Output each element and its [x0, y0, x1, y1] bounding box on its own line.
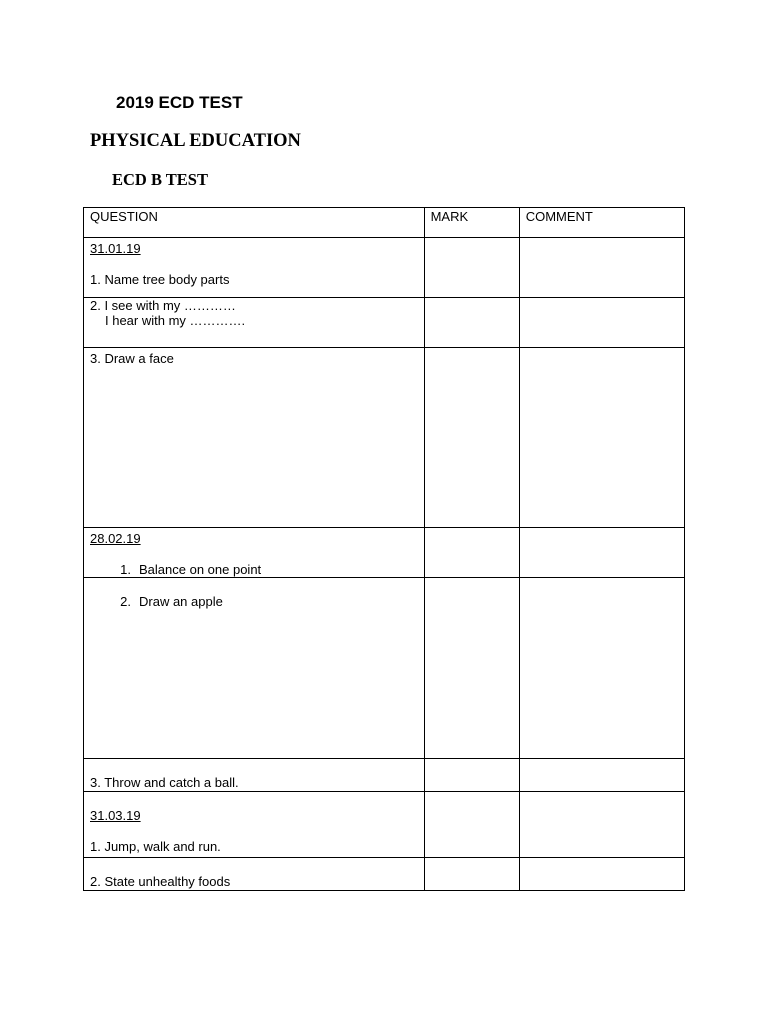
question-cell [84, 298, 425, 348]
question-text: 2. State unhealthy foods [90, 874, 231, 889]
question-cell [84, 858, 425, 891]
test-title: 2019 ECD TEST [116, 93, 243, 112]
comment-cell[interactable] [519, 759, 684, 792]
table-row [84, 858, 685, 891]
comment-cell[interactable] [519, 792, 684, 858]
comment-cell[interactable] [519, 528, 684, 578]
table-row [84, 578, 685, 759]
question-cell [84, 792, 425, 858]
question-cell [84, 238, 425, 298]
question-cell [84, 348, 425, 528]
question-text: Draw an apple [139, 594, 223, 609]
comment-cell[interactable] [519, 298, 684, 348]
item-number: 2. [120, 594, 131, 609]
date-label: 31.01.19 [90, 241, 141, 256]
table-row [84, 348, 685, 528]
table-header-row [84, 208, 685, 238]
question-text: I hear with my …………. [105, 313, 246, 328]
test-subheading: ECD B TEST [112, 170, 208, 189]
comment-cell[interactable] [519, 578, 684, 759]
mark-cell[interactable] [424, 578, 519, 759]
header-comment: COMMENT [519, 208, 684, 238]
table-row [84, 759, 685, 792]
question-cell [84, 759, 425, 792]
date-label: 31.03.19 [90, 808, 141, 823]
comment-cell[interactable] [519, 238, 684, 298]
test-table [83, 207, 685, 891]
mark-cell[interactable] [424, 792, 519, 858]
header-question: QUESTION [84, 208, 425, 238]
mark-cell[interactable] [424, 858, 519, 891]
question-text: 2. I see with my ………… [90, 298, 236, 313]
mark-cell[interactable] [424, 348, 519, 528]
item-number: 1. [120, 562, 131, 577]
question-cell [84, 528, 425, 578]
mark-cell[interactable] [424, 298, 519, 348]
question-text: 1. Name tree body parts [90, 272, 230, 287]
date-label: 28.02.19 [90, 531, 141, 546]
question-text: 3. Draw a face [90, 351, 174, 366]
table-row [84, 528, 685, 578]
table-row [84, 238, 685, 298]
table-row [84, 792, 685, 858]
subject-heading: PHYSICAL EDUCATION [90, 131, 301, 151]
table-row [84, 298, 685, 348]
mark-cell[interactable] [424, 238, 519, 298]
mark-cell[interactable] [424, 528, 519, 578]
comment-cell[interactable] [519, 348, 684, 528]
mark-cell[interactable] [424, 759, 519, 792]
question-text: Balance on one point [139, 562, 262, 577]
question-cell [84, 578, 425, 759]
question-text: 3. Throw and catch a ball. [90, 775, 239, 790]
comment-cell[interactable] [519, 858, 684, 891]
question-text: 1. Jump, walk and run. [90, 839, 221, 854]
header-mark: MARK [424, 208, 519, 238]
